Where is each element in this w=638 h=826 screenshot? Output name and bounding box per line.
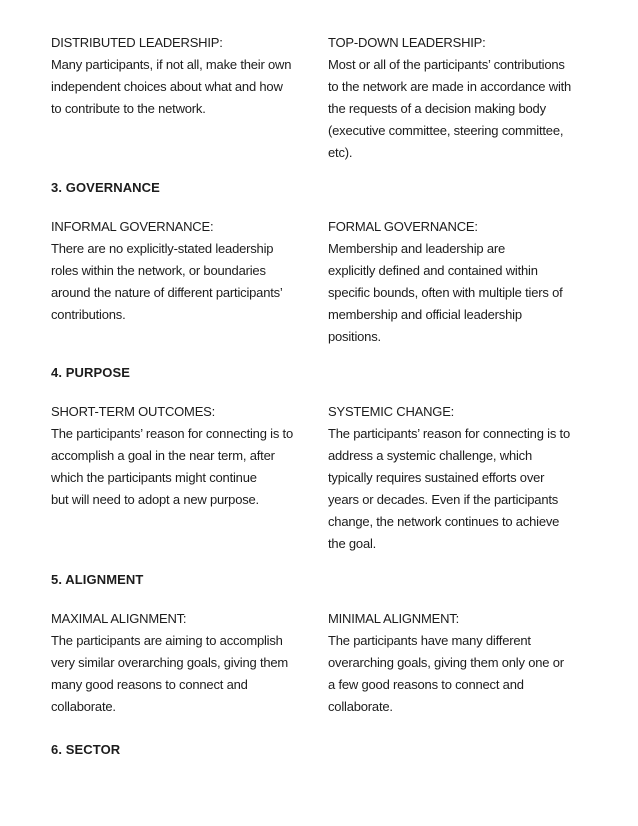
text-line: Membership and leadership are bbox=[328, 241, 506, 256]
text-line: The participants’ reason for connecting is to bbox=[328, 426, 570, 441]
text-line: explicitly defined and contained within bbox=[328, 263, 538, 278]
formal-governance-label: FORMAL GOVERNANCE: bbox=[328, 219, 478, 234]
text-line: membership and official leadership bbox=[328, 307, 522, 322]
maximal-alignment-block bbox=[51, 608, 316, 718]
text-line: to contribute to the network. bbox=[51, 101, 206, 116]
text-line: but will need to adopt a new purpose. bbox=[51, 492, 259, 507]
text-line: many good reasons to connect and bbox=[51, 677, 248, 692]
text-line: very similar overarching goals, giving them bbox=[51, 655, 289, 670]
systemic-change-block bbox=[328, 401, 598, 555]
text-line: Most or all of the participants’ contributions bbox=[328, 57, 565, 72]
text-line: change, the network continues to achieve bbox=[328, 514, 560, 529]
text-line: collaborate. bbox=[51, 699, 116, 714]
text-line: etc). bbox=[328, 145, 353, 160]
alignment-heading: 5. ALIGNMENT bbox=[51, 572, 144, 587]
minimal-alignment-label: MINIMAL ALIGNMENT: bbox=[328, 611, 459, 626]
text-line: accomplish a goal in the near term, after bbox=[51, 448, 275, 463]
short-term-outcomes-block bbox=[51, 401, 316, 511]
text-line: The participants’ reason for connecting is to bbox=[51, 426, 293, 441]
text-line: contributions. bbox=[51, 307, 126, 322]
sector-heading: 6. SECTOR bbox=[51, 742, 121, 757]
systemic-change-label: SYSTEMIC CHANGE: bbox=[328, 404, 455, 419]
text-line: The participants have many different bbox=[328, 633, 531, 648]
text-line: positions. bbox=[328, 329, 381, 344]
text-line: independent choices about what and how bbox=[51, 79, 283, 94]
text-line: (executive committee, steering committee, bbox=[328, 123, 564, 138]
text-line: collaborate. bbox=[328, 699, 393, 714]
text-line: which the participants might continue bbox=[51, 470, 257, 485]
text-line: around the nature of different participants’ bbox=[51, 285, 283, 300]
text-line: roles within the network, or boundaries bbox=[51, 263, 266, 278]
top-down-leadership-block bbox=[328, 32, 598, 164]
text-line: the requests of a decision making body bbox=[328, 101, 546, 116]
text-line: The participants are aiming to accomplish bbox=[51, 633, 283, 648]
governance-heading: 3. GOVERNANCE bbox=[51, 180, 160, 195]
minimal-alignment-block bbox=[328, 608, 598, 718]
formal-governance-block bbox=[328, 216, 598, 348]
text-line: typically requires sustained efforts over bbox=[328, 470, 545, 485]
text-line: address a systemic challenge, which bbox=[328, 448, 532, 463]
text-line: the goal. bbox=[328, 536, 377, 551]
text-line: There are no explicitly-stated leadership bbox=[51, 241, 274, 256]
text-line: a few good reasons to connect and bbox=[328, 677, 524, 692]
text-line: years or decades. Even if the participants bbox=[328, 492, 559, 507]
distributed-leadership-label: DISTRIBUTED LEADERSHIP: bbox=[51, 35, 223, 50]
informal-governance-block bbox=[51, 216, 316, 326]
text-line: specific bounds, often with multiple tiers of bbox=[328, 285, 563, 300]
short-term-outcomes-label: SHORT-TERM OUTCOMES: bbox=[51, 404, 216, 419]
maximal-alignment-label: MAXIMAL ALIGNMENT: bbox=[51, 611, 187, 626]
text-line: Many participants, if not all, make their own bbox=[51, 57, 292, 72]
top-down-leadership-label: TOP-DOWN LEADERSHIP: bbox=[328, 35, 486, 50]
informal-governance-label: INFORMAL GOVERNANCE: bbox=[51, 219, 214, 234]
text-line: to the network are made in accordance with bbox=[328, 79, 572, 94]
text-line: overarching goals, giving them only one or bbox=[328, 655, 564, 670]
purpose-heading: 4. PURPOSE bbox=[51, 365, 131, 380]
distributed-leadership-block bbox=[51, 32, 316, 120]
